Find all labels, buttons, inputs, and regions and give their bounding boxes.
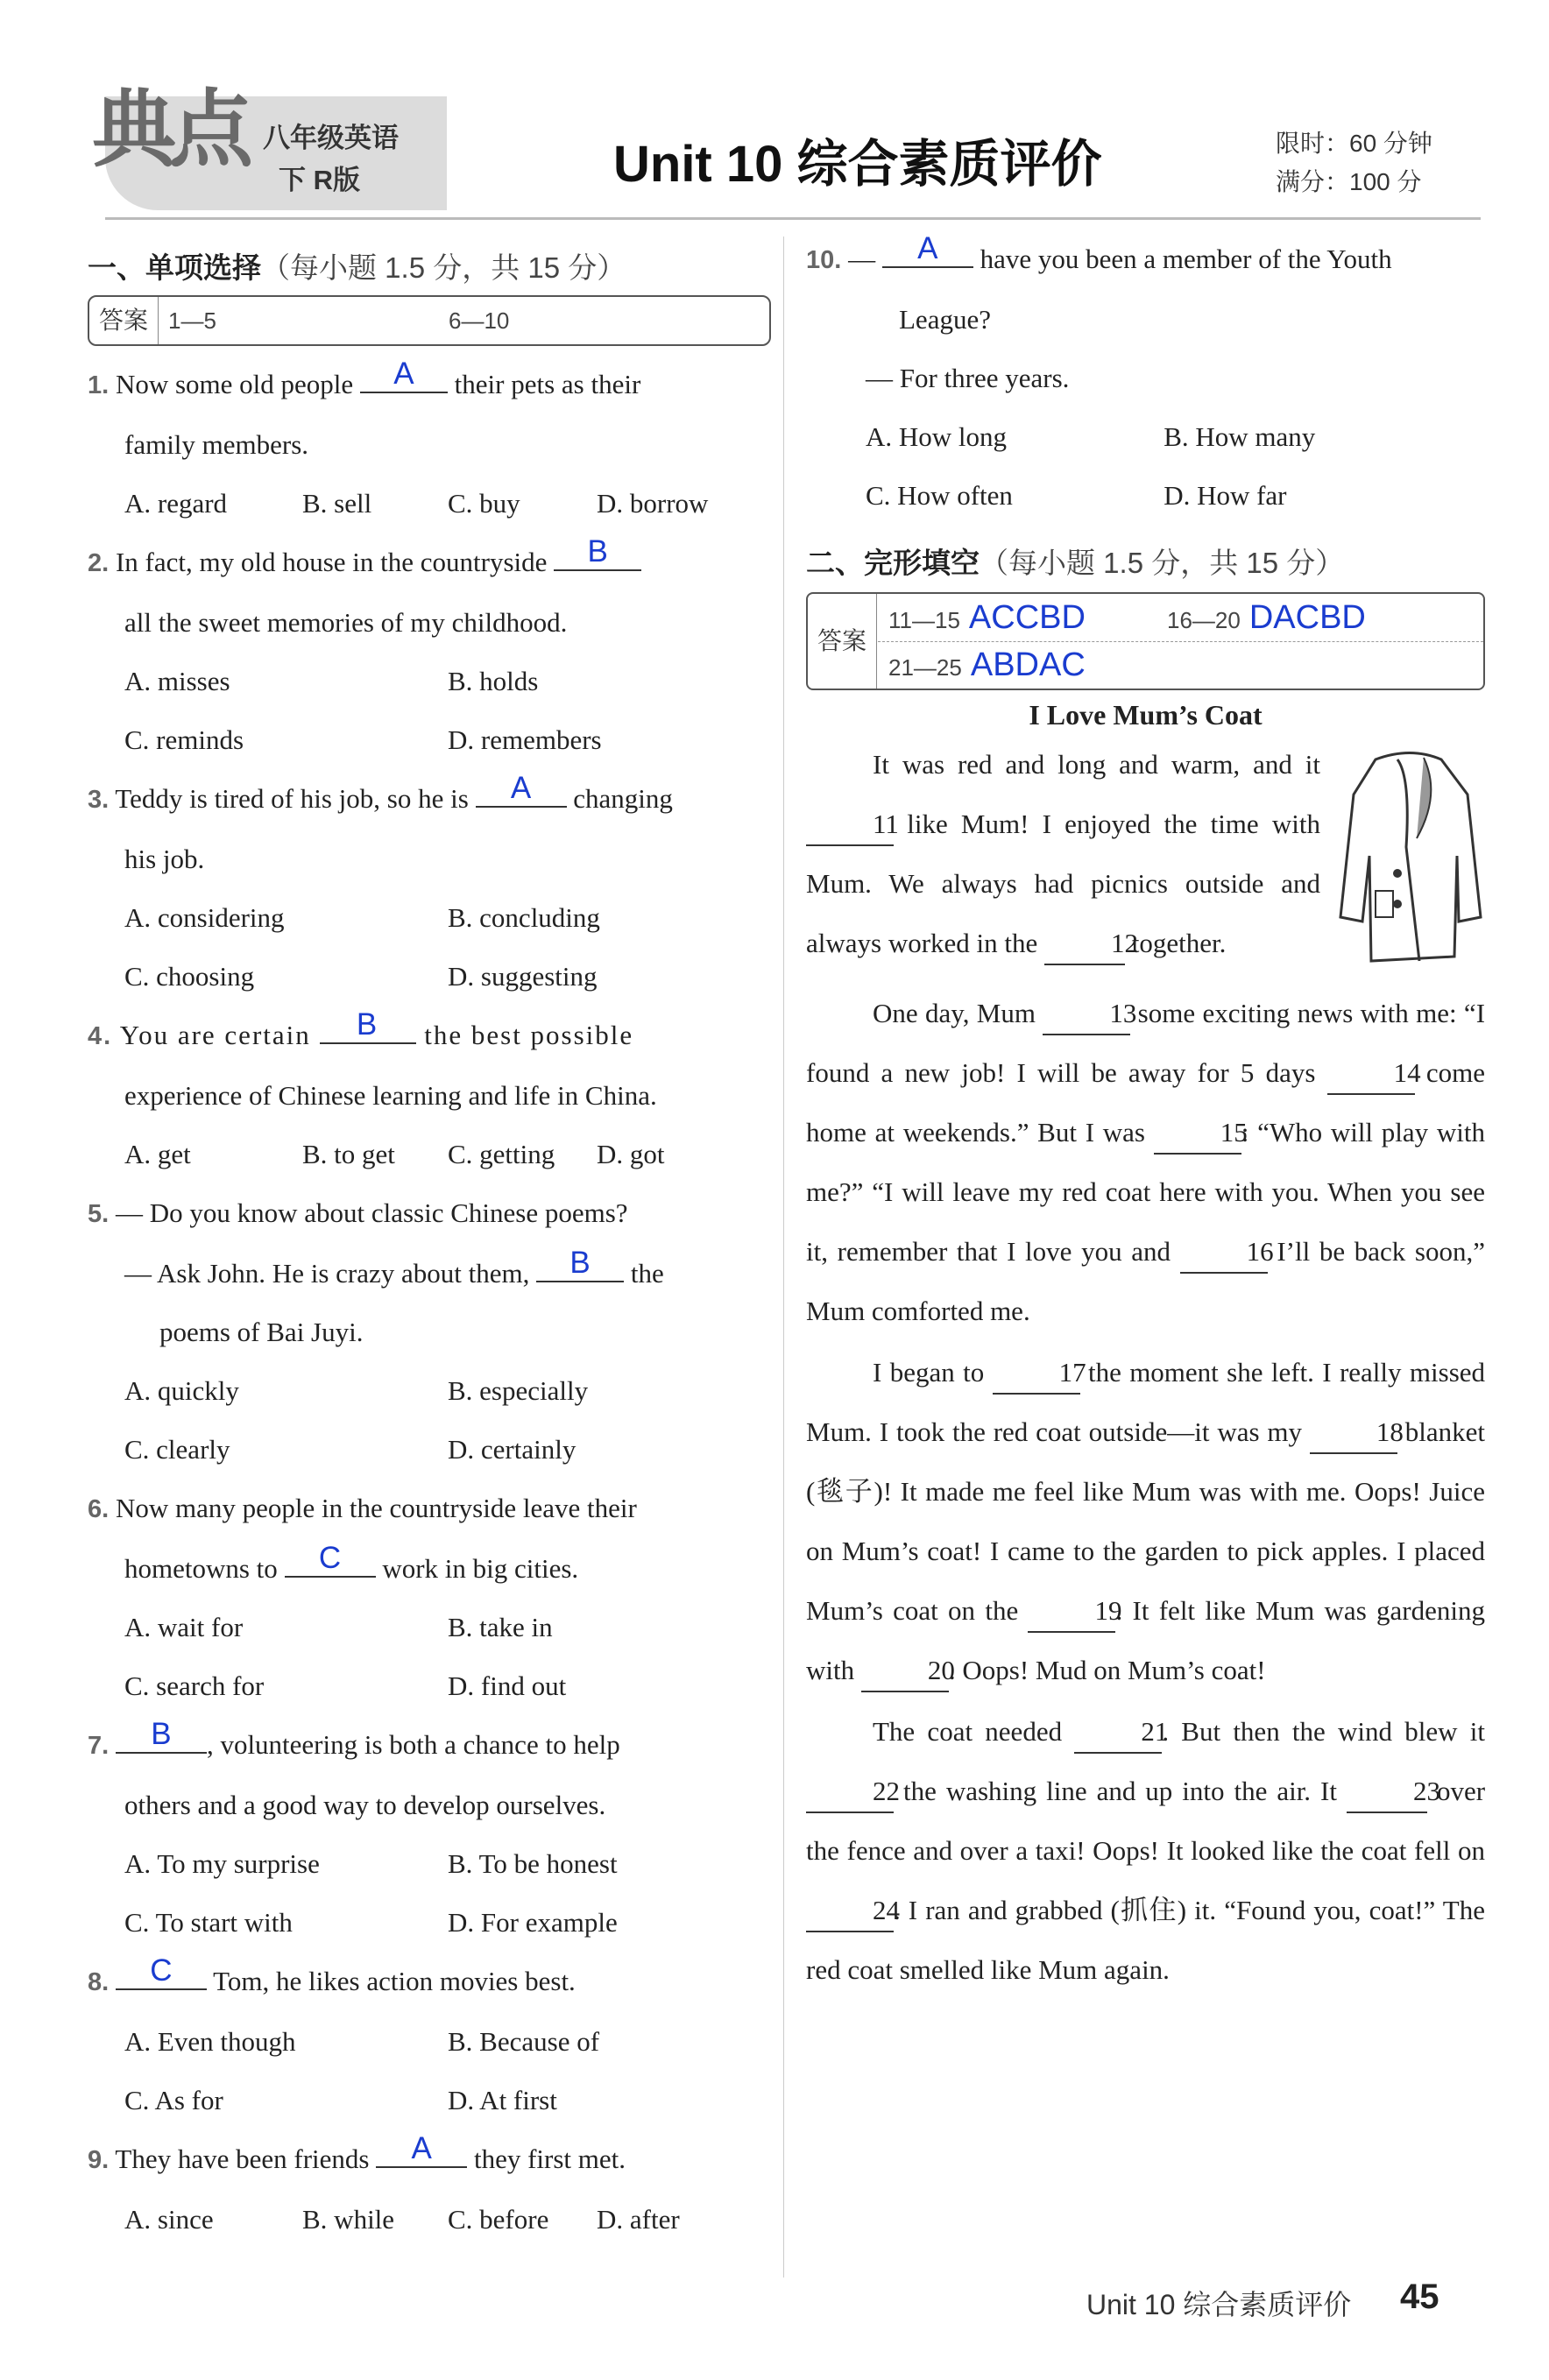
question-text: poems of Bai Juyi.	[159, 1317, 364, 1347]
answer-blank[interactable]: A	[376, 2131, 467, 2168]
question-1-options: A. regard B. sell C. buy D. borrow	[124, 488, 709, 519]
question-text: experience of Chinese learning and life in China.	[124, 1080, 657, 1111]
question-5-line2: — Ask John. He is crazy about them, B the	[124, 1246, 664, 1289]
question-3-options-b: C. choosing D. suggesting	[124, 961, 598, 992]
question-6-options-b: C. search for D. find out	[124, 1670, 567, 1701]
story-paragraph-3: I began to 17 the moment she left. I really missed Mum. I took the red coat outside—it was my 18 blanket (毯子)! It made me feel like Mum was with me. Oops! Juice on Mum’s coat! I came to the garden to pick apples. I placed Mum’s coat on the 19. It felt like Mum was gardening with 20. Oops! Mud on Mum’s coat!	[806, 1343, 1485, 1700]
cloze-blank[interactable]: 18	[1310, 1417, 1397, 1454]
question-2-options: A. misses B. holds	[124, 666, 539, 696]
question-3: 3. Teddy is tired of his job, so he is A changing	[88, 771, 673, 814]
cloze-blank[interactable]: 16	[1180, 1237, 1268, 1274]
answer-blank[interactable]: B	[116, 1717, 207, 1754]
answer-blank[interactable]: A	[882, 231, 973, 268]
answer-blank[interactable]: C	[285, 1541, 376, 1578]
coat-illustration	[1336, 742, 1485, 970]
question-3-options: A. considering B. concluding	[124, 902, 600, 933]
page-number: 45	[1400, 2278, 1439, 2316]
answer-row-21-25: 21—25 ABDAC	[888, 646, 1086, 683]
question-7: 7. B , volunteering is both a chance to help	[88, 1717, 620, 1760]
question-5: 5. — Do you know about classic Chinese poems?	[88, 1197, 628, 1228]
cloze-blank[interactable]: 15	[1154, 1118, 1241, 1155]
grade-label: 八年级英语	[263, 123, 399, 153]
cloze-blank[interactable]: 14	[1327, 1058, 1415, 1095]
question-text: others and a good way to develop ourselves.	[124, 1790, 606, 1820]
question-7-options: A. To my surprise B. To be honest	[124, 1848, 618, 1879]
question-text: family members.	[124, 429, 309, 460]
question-2-options-b: C. reminds D. remembers	[124, 724, 602, 755]
question-6-options: A. wait for B. take in	[124, 1612, 553, 1642]
cloze-blank[interactable]: 11	[806, 809, 894, 846]
question-5-options: A. quickly B. especially	[124, 1375, 589, 1406]
section1-heading: 一、单项选择（每小题 1.5 分，共 15 分）	[88, 251, 626, 284]
question-5-options-b: C. clearly D. certainly	[124, 1434, 576, 1465]
answer-blank[interactable]: B	[536, 1246, 624, 1282]
story-paragraph-1: It was red and long and warm, and it 11 like Mum! I enjoyed the time with Mum. We always had picnics outside and always worked in the 12 together.	[806, 735, 1485, 973]
question-text: — For three years.	[866, 363, 1070, 393]
cloze-blank[interactable]: 23	[1347, 1776, 1427, 1813]
left-column	[88, 230, 771, 2249]
question-6: 6. Now many people in the countryside leave their	[88, 1493, 637, 1523]
question-1: 1. Now some old people A their pets as their	[88, 357, 641, 399]
story-paragraph-4: The coat needed 21. But then the wind blew it 22 the washing line and up into the air. It 23 over the fence and over a taxi! Oops! It looked like the coat fell on 24. I ran and grabbed (抓住) it. “Found you, coat!” The red coat smelled like Mum again.	[806, 1716, 1486, 1985]
cloze-blank[interactable]: 12	[1044, 929, 1125, 965]
section1-answer-box	[88, 295, 771, 346]
footer-unit: Unit 10 综合素质评价	[1086, 2289, 1352, 2320]
question-10: 10. — A have you been a member of the Youth	[806, 231, 1392, 274]
answer-blank[interactable]: B	[554, 534, 641, 571]
page-title: Unit 10 综合素质评价	[613, 136, 1102, 193]
cloze-blank[interactable]: 24	[806, 1896, 894, 1932]
cloze-blank[interactable]: 13	[1043, 999, 1130, 1035]
book-logo: 典点	[92, 81, 246, 179]
answer-range-1-5: 1—5	[168, 307, 216, 334]
edition-label: 下 R版	[279, 165, 360, 195]
cloze-blank[interactable]: 21	[1074, 1717, 1162, 1754]
question-8: 8. C Tom, he likes action movies best.	[88, 1953, 576, 1996]
question-7-options-b: C. To start with D. For example	[124, 1907, 618, 1938]
right-column	[806, 230, 1485, 2000]
cloze-blank[interactable]: 20	[861, 1656, 949, 1692]
cloze-blank[interactable]: 17	[993, 1358, 1080, 1395]
cloze-blank[interactable]: 22	[806, 1776, 894, 1813]
answer-blank[interactable]: A	[360, 357, 448, 393]
answer-range-6-10: 6—10	[449, 307, 510, 334]
question-6-line2: hometowns to C work in big cities.	[124, 1541, 579, 1584]
answer-blank[interactable]: B	[320, 1007, 416, 1044]
answer-blank[interactable]: C	[116, 1953, 207, 1990]
question-8-options: A. Even though B. Because of	[124, 2026, 600, 2057]
question-text: all the sweet memories of my childhood.	[124, 607, 568, 638]
header-divider	[105, 217, 1481, 220]
answer-blank[interactable]: A	[476, 771, 567, 808]
question-text: his job.	[124, 844, 205, 874]
story-title: I Love Mum’s Coat	[1029, 699, 1263, 731]
section2-answer-box	[806, 592, 1485, 690]
story-paragraph-2: One day, Mum 13 some exciting news with me: “I found a new job! I will be away for 5 days 14 come home at weekends.” But I was 15: “Who will play with me?” “I will leave my red coat here with you. When you see it, remember that I love you and 16 I’ll be back soon,” Mum comforted me.	[806, 998, 1486, 1326]
time-limit: 限时：60 分钟	[1276, 130, 1432, 157]
question-10-options: A. How long B. How many	[866, 421, 1316, 452]
section2-heading: 二、完形填空（每小题 1.5 分，共 15 分）	[806, 547, 1345, 579]
column-divider	[783, 237, 784, 2278]
question-10-options-b: C. How often D. How far	[866, 480, 1287, 511]
question-4-options: A. get B. to get C. getting D. got	[124, 1139, 665, 1169]
answer-row-16-20: 16—20 DACBD	[1167, 599, 1366, 636]
question-4: 4. You are certain B the best possible	[88, 1007, 634, 1050]
question-9-options: A. since B. while C. before D. after	[124, 2204, 680, 2235]
full-score: 满分：100 分	[1276, 168, 1422, 195]
answer-row-11-15: 11—15 ACCBD	[888, 599, 1086, 636]
question-9: 9. They have been friends A they first met.	[88, 2131, 626, 2174]
question-2: 2. In fact, my old house in the countryside B	[88, 533, 771, 593]
question-text: League?	[899, 304, 991, 335]
cloze-blank[interactable]: 19	[1028, 1596, 1115, 1633]
answer-tag: 答案	[89, 297, 159, 344]
page-header	[0, 0, 1549, 228]
question-8-options-b: C. As for D. At first	[124, 2085, 557, 2115]
answer-tag: 答案	[808, 594, 877, 689]
